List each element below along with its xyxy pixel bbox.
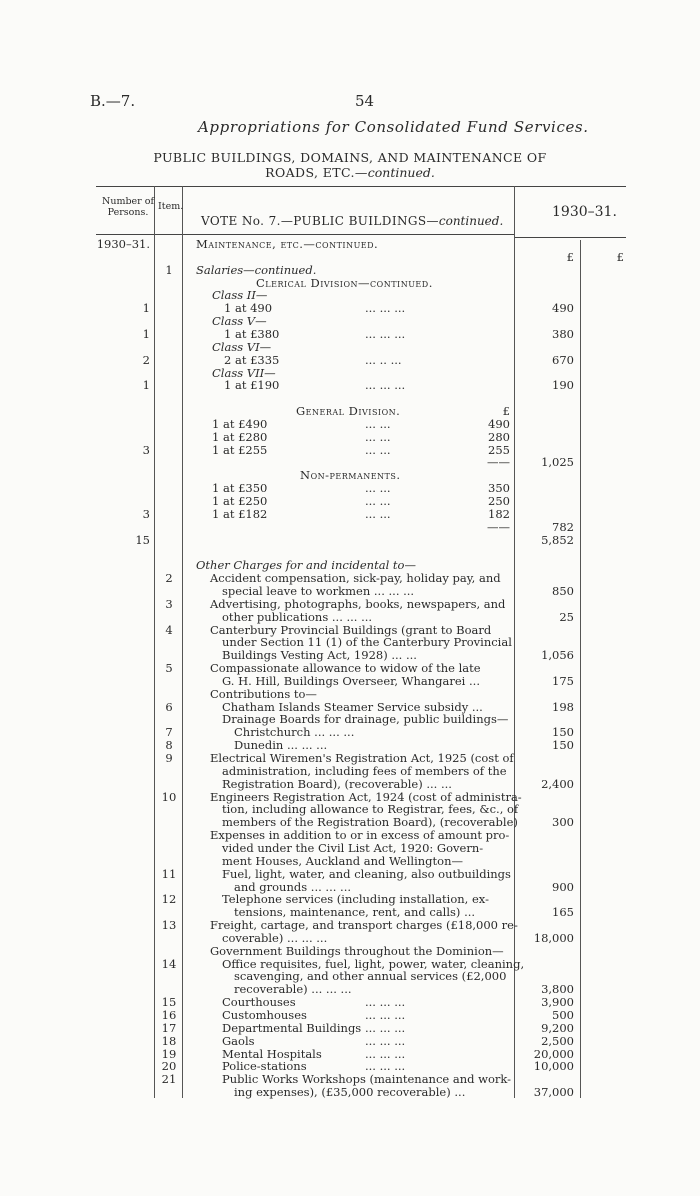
- dot-leader: ... ... ...: [365, 1046, 406, 1061]
- row-text: scavenging, and other annual services (£2,000: [234, 969, 507, 984]
- row-text: Public Works Workshops (maintenance and work-: [222, 1072, 512, 1087]
- amount-2: £: [616, 249, 624, 264]
- item-number: 19: [161, 1046, 177, 1061]
- page-identifier: B.—7.: [90, 92, 136, 110]
- row-text: tion, including allowance to Registrar, fees, &c., of: [222, 802, 519, 817]
- amount: 490: [552, 301, 574, 316]
- persons-cell: 3: [142, 442, 150, 457]
- table-row: [0, 328, 700, 341]
- table-row: [0, 431, 700, 444]
- inner-amount: 350: [488, 481, 510, 496]
- item-number: 3: [165, 596, 173, 611]
- dot-leader: ... ...: [365, 494, 391, 508]
- row-text: Customhouses: [222, 1008, 307, 1022]
- table-row: [0, 444, 700, 457]
- table-row: [0, 598, 700, 611]
- amount: 2,400: [541, 776, 574, 791]
- table-row: [0, 675, 700, 688]
- table-row: [0, 379, 700, 392]
- item-number: 20: [161, 1059, 177, 1074]
- row-text: Courthouses: [222, 995, 296, 1010]
- inner-amount: 255: [488, 442, 510, 457]
- inner-amount: 490: [488, 416, 510, 431]
- amount: 9,200: [541, 1020, 574, 1035]
- amount: 3,800: [541, 982, 574, 997]
- table-row: [0, 354, 700, 367]
- amount: 380: [552, 326, 574, 341]
- page-heading: Appropriations for Consolidated Fund Services.: [198, 118, 589, 136]
- table-row: [0, 264, 700, 277]
- section-title-continued: continued.: [367, 165, 435, 180]
- amount: 900: [552, 879, 574, 894]
- table-row: [0, 868, 700, 881]
- item-number: 4: [165, 622, 173, 637]
- table-row: [0, 996, 700, 1009]
- item-number: 13: [161, 918, 177, 933]
- amount: 2,500: [541, 1033, 574, 1048]
- table-row: [0, 469, 700, 482]
- vote-title: [201, 214, 503, 228]
- vote-title-continued: continued.: [438, 214, 504, 228]
- row-text: Advertising, photographs, books, newspapers, and: [210, 596, 506, 611]
- amount: 300: [552, 815, 574, 830]
- dot-leader: ... ... ...: [365, 1033, 406, 1048]
- table-row: [0, 1086, 700, 1099]
- item-number: 18: [161, 1033, 177, 1048]
- amount: 3,900: [541, 995, 574, 1010]
- amount: 782: [552, 519, 574, 534]
- item-number: 1: [165, 262, 173, 277]
- table-row: [0, 405, 700, 418]
- persons-cell: 15: [135, 532, 150, 547]
- row-text: Drainage Boards for drainage, public buildings—: [222, 712, 509, 727]
- row-text: and grounds ... ... ...: [234, 879, 352, 894]
- table-row: [0, 1048, 700, 1061]
- row-text: Freight, cartage, and transport charges (£18,000 re-: [210, 918, 518, 933]
- dot-leader: ... ... ...: [365, 1020, 406, 1035]
- table-row: [0, 855, 700, 868]
- row-text: 1 at £380: [224, 326, 280, 341]
- inner-amount: £: [502, 404, 510, 419]
- section-title-line1: PUBLIC BUILDINGS, DOMAINS, AND MAINTENANCE OF: [153, 150, 547, 165]
- table-row: [0, 983, 700, 996]
- row-text: coverable) ... ... ...: [222, 930, 328, 945]
- row-text: under Section 11 (1) of the Canterbury Provincial: [222, 635, 512, 650]
- persons-cell: 1: [142, 326, 150, 341]
- inner-amount: ——: [487, 519, 510, 534]
- persons-cell: 2: [142, 352, 150, 367]
- row-text: 1 at 490: [224, 301, 273, 316]
- row-text: 1 at £190: [224, 378, 280, 393]
- row-text: Other Charges for and incidental to—: [196, 558, 416, 573]
- row-text: 1 at £350: [212, 481, 268, 496]
- dot-leader: ... ... ...: [365, 1008, 406, 1022]
- table-row: [0, 251, 700, 264]
- header-year: 1930–31.: [552, 204, 617, 220]
- header-persons: Number of Persons.: [102, 196, 154, 218]
- dot-leader: ... ... ...: [365, 995, 406, 1010]
- amount: 20,000: [533, 1046, 574, 1061]
- amount: 670: [552, 352, 574, 367]
- table-row: [0, 367, 700, 380]
- section-title-line2-text: ROADS, ETC.—: [265, 165, 368, 180]
- item-number: 17: [161, 1020, 177, 1035]
- item-number: 16: [161, 1008, 177, 1022]
- amount: 1,025: [541, 455, 574, 470]
- item-number: 21: [161, 1072, 177, 1087]
- row-text: 1 at £250: [212, 494, 268, 508]
- row-text: Dunedin ... ... ...: [234, 738, 328, 753]
- amount: 500: [552, 1008, 574, 1022]
- row-text: 2 at £335: [224, 352, 280, 367]
- row-text: Contributions to—: [210, 686, 317, 701]
- table-row: [0, 688, 700, 701]
- row-text: Class VI—: [212, 339, 272, 354]
- item-number: 10: [161, 789, 177, 804]
- table-row: [0, 932, 700, 945]
- row-text: members of the Registration Board), (recoverable): [222, 815, 518, 830]
- inner-amount: 280: [488, 429, 510, 444]
- table-row: [0, 1035, 700, 1048]
- row-text: administration, including fees of members of the: [222, 763, 507, 778]
- section-title: [0, 150, 700, 180]
- amount: 150: [552, 725, 574, 740]
- row-text: Chatham Islands Steamer Service subsidy ...: [222, 699, 483, 714]
- row-text: 1 at £255: [212, 442, 268, 457]
- persons-cell: 1: [142, 378, 150, 393]
- amount: £: [566, 249, 574, 264]
- amount: 10,000: [533, 1059, 574, 1074]
- row-text: Class V—: [212, 314, 267, 329]
- table-row: [0, 482, 700, 495]
- amount: 165: [552, 905, 574, 920]
- table-row: [0, 765, 700, 778]
- table-row: [0, 945, 700, 958]
- persons-cell: 1: [142, 301, 150, 316]
- dot-leader: ... ... ...: [365, 1059, 406, 1074]
- row-text: Clerical Division—continued.: [256, 275, 433, 290]
- row-text: Police-stations: [222, 1059, 307, 1074]
- vote-title-text: VOTE No. 7.—PUBLIC BUILDINGS—: [201, 214, 439, 228]
- persons-cell: 1930–31.: [96, 237, 150, 251]
- row-text: Canterbury Provincial Buildings (grant to Board: [210, 622, 492, 637]
- amount: 190: [552, 378, 574, 393]
- table-row: [0, 585, 700, 598]
- amount: 850: [552, 583, 574, 598]
- dot-leader: ... ...: [365, 442, 391, 457]
- amount: 5,852: [541, 532, 574, 547]
- inner-amount: ——: [487, 455, 510, 470]
- table-row: [0, 341, 700, 354]
- dot-leader: ... ...: [365, 481, 391, 496]
- item-number: 5: [165, 661, 173, 676]
- row-text: Gaols: [222, 1033, 255, 1048]
- item-number: 14: [161, 956, 177, 971]
- inner-amount: 182: [488, 506, 510, 521]
- row-text: special leave to workmen ... ... ...: [222, 583, 415, 598]
- dot-leader: ... ... ...: [365, 301, 406, 316]
- amount: 37,000: [533, 1085, 574, 1100]
- header-item: Item.: [158, 201, 184, 212]
- row-text: G. H. Hill, Buildings Overseer, Whangarei ...: [222, 673, 480, 688]
- table-row: [0, 842, 700, 855]
- row-text: Registration Board), (recoverable) ... ...: [222, 776, 452, 791]
- table-row: [0, 495, 700, 508]
- item-number: 15: [161, 995, 177, 1010]
- inner-amount: 250: [488, 494, 510, 508]
- row-text: Compassionate allowance to widow of the late: [210, 661, 481, 676]
- row-text: ment Houses, Auckland and Wellington—: [222, 853, 463, 868]
- row-text: 1 at £182: [212, 506, 268, 521]
- item-number: 7: [165, 725, 173, 740]
- row-text: Electrical Wiremen's Registration Act, 1925 (cost of: [210, 751, 514, 765]
- table-top-rule: [96, 186, 626, 187]
- row-text: Christchurch ... ... ...: [234, 725, 355, 740]
- table-row: [0, 521, 700, 534]
- amount: 150: [552, 738, 574, 753]
- amount: 175: [552, 673, 574, 688]
- row-text: vided under the Civil List Act, 1920: Govern-: [222, 840, 484, 855]
- dot-leader: ... ... ...: [365, 326, 406, 341]
- row-text: ing expenses), (£35,000 recoverable) ...: [234, 1085, 466, 1100]
- item-number: 8: [165, 738, 173, 753]
- row-text: Fuel, light, water, and cleaning, also outbuildings: [222, 866, 511, 881]
- table-row: [0, 418, 700, 431]
- row-text: 1 at £280: [212, 429, 268, 444]
- table-row: [0, 611, 700, 624]
- item-number: 11: [161, 866, 177, 881]
- row-text: Engineers Registration Act, 1924 (cost of administra-: [210, 789, 522, 804]
- row-text: Non-permanents.: [300, 468, 401, 483]
- row-text: other publications ... ... ...: [222, 609, 373, 624]
- row-text: Mental Hospitals: [222, 1046, 322, 1061]
- row-text: Government Buildings throughout the Dominion—: [210, 943, 504, 958]
- table-row: [0, 508, 700, 521]
- dot-leader: ... ... ...: [365, 378, 406, 393]
- table-row: [0, 315, 700, 328]
- row-text: Class VII—: [212, 365, 276, 380]
- row-text: General Division.: [296, 404, 401, 419]
- item-number: 6: [165, 699, 173, 714]
- row-text: Telephone services (including installation, ex-: [222, 892, 489, 907]
- persons-cell: 3: [142, 506, 150, 521]
- amount: 25: [559, 609, 574, 624]
- page-number: 54: [355, 92, 375, 110]
- amount: 1,056: [541, 648, 574, 663]
- table-row: [0, 534, 700, 547]
- row-text: Expenses in addition to or in excess of amount pro-: [210, 828, 510, 843]
- dot-leader: ... ...: [365, 429, 391, 444]
- table-row: [0, 1022, 700, 1035]
- item-number: 2: [165, 571, 173, 586]
- row-text: Salaries—continued.: [196, 262, 317, 277]
- table-row: [0, 919, 700, 932]
- row-text: Maintenance, etc.—continued.: [196, 237, 379, 251]
- table-row: [0, 726, 700, 739]
- row-text: recoverable) ... ... ...: [234, 982, 352, 997]
- dot-leader: ... .. ...: [365, 352, 402, 367]
- header-rule: [96, 234, 514, 235]
- table-row: [0, 302, 700, 315]
- row-text: tensions, maintenance, rent, and calls) ...: [234, 905, 476, 920]
- dot-leader: ... ...: [365, 506, 391, 521]
- dot-leader: ... ...: [365, 416, 391, 431]
- row-text: Office requisites, fuel, light, power, water, cleaning,: [222, 956, 525, 971]
- amount: 18,000: [533, 930, 574, 945]
- row-text: Class II—: [212, 288, 268, 303]
- section-title-line2: [0, 165, 700, 180]
- table-row: [0, 778, 700, 791]
- table-row: [0, 289, 700, 302]
- item-number: 9: [165, 751, 173, 765]
- row-text: Departmental Buildings: [222, 1020, 362, 1035]
- row-text: Buildings Vesting Act, 1928) ... ...: [222, 648, 417, 663]
- row-text: Accident compensation, sick-pay, holiday pay, and: [210, 571, 501, 586]
- amount: 198: [552, 699, 574, 714]
- table-row: [0, 238, 700, 251]
- table-row: [0, 277, 700, 290]
- row-text: 1 at £490: [212, 416, 268, 431]
- item-number: 12: [161, 892, 177, 907]
